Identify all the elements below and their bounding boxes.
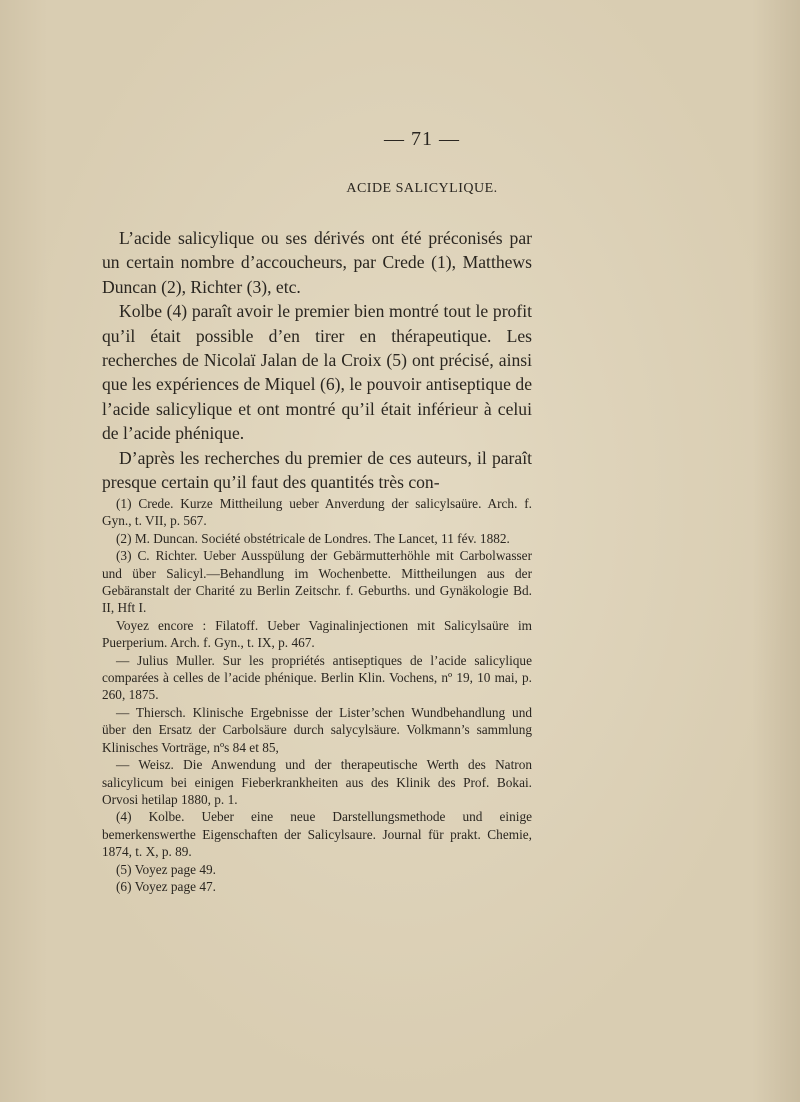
footnote-kolbe: (4) Kolbe. Ueber eine neue Darstellungsmethode und einige bemerkenswerthe Eigenschaften der Salicylsaure. Journal für prakt. Chemie, 1874, t. X, p. 89. xyxy=(102,809,532,860)
paragraph: D’après les recherches du premier de ces auteurs, il paraît presque certain qu’il faut des quantités très con- xyxy=(102,447,532,493)
paragraph: Kolbe (4) paraît avoir le premier bien montré tout le profit qu’il était possible d’en tirer en thérapeutique. Les recherches de Nicolaï Jalan de la Croix (5) ont précisé, ainsi que les expériences de Miquel (6), le pouvoir antiseptique de l’acide salicylique et ont montré qu’il était inférieur à celui de l’acide phénique. xyxy=(102,301,532,444)
footnote-filatoff: Voyez encore : Filatoff. Ueber Vaginalinjectionen mit Salicylsaüre im Puerperium. Arch. f. Gyn., t. IX, p. 467. xyxy=(102,617,532,651)
footnote-thiersch: — Thiersch. Klinische Ergebnisse der Lister’schen Wundbehandlung und über den Ersatz der Carbolsäure durch salycylsäure. Volkmann’s sammlung Klinisches Vorträge, nºs 84 et 85, xyxy=(102,704,532,755)
footnote-weisz: — Weisz. Die Anwendung und der therapeutische Werth des Natron salicylicum bei einigen Fieberkrankheiten aus des Klinik des Prof. Bokai. Orvosi hetilap 1880, p. 1. xyxy=(102,757,532,807)
main-text xyxy=(102,226,532,494)
footnote-crede: (1) Crede. Kurze Mittheilung ueber Anverdung der salicylsaüre. Arch. f. Gyn., t. VII, p. 567. xyxy=(102,496,532,529)
footnotes xyxy=(102,495,532,895)
footnote-page-49: (5) Voyez page 49. xyxy=(116,861,216,877)
footnote-duncan: (2) M. Duncan. Société obstétricale de Londres. The Lancet, 11 fév. 1882. xyxy=(116,530,510,546)
footnote-page-47: (6) Voyez page 47. xyxy=(116,878,216,894)
page-number: — 71 — xyxy=(384,128,460,150)
footnote-richter: (3) C. Richter. Ueber Ausspülung der Gebärmutterhöhle mit Carbolwasser und über Salicyl.—Behandlung im Wochenbette. Mittheilungen aus der Gebäranstalt der Charité zu Berlin Zeitschr. f. Geburths. und Gynäkologie Bd. II, Hft I. xyxy=(102,548,532,616)
footnote-muller: — Julius Muller. Sur les propriétés antiseptiques de l’acide salicylique comparées à celles de l’acide phénique. Berlin Klin. Vochens, nº 19, 10 mai, p. 260, 1875. xyxy=(102,652,532,703)
paragraph: L’acide salicylique ou ses dérivés ont été préconisés par un certain nombre d’accoucheurs, par Crede (1), Matthews Duncan (2), Richter (3), etc. xyxy=(102,228,532,297)
section-title: ACIDE SALICYLIQUE. xyxy=(346,181,498,196)
